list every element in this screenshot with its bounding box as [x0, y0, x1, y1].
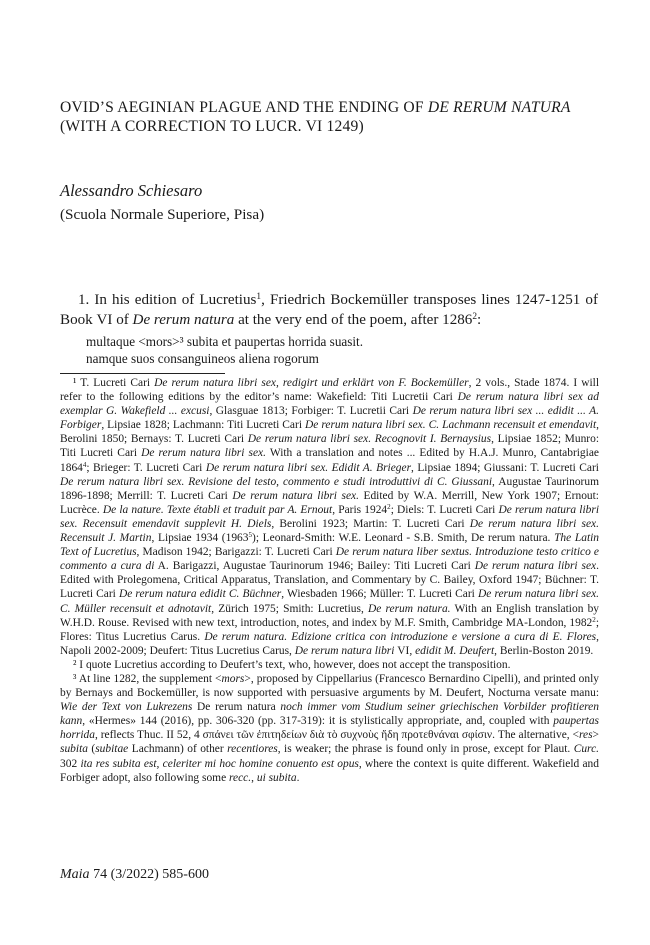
footnote-ref-2: 2	[472, 311, 478, 322]
footnote-text-run: -London, 1982	[524, 616, 593, 629]
footnote-text-run: , reflects Thuc.	[94, 729, 167, 742]
footnote-italic-run: The Latin Text of Lucretius	[60, 532, 600, 559]
footnote-1	[60, 376, 599, 658]
footnote-italic-run: De rerum natura edidit C. Büchner	[118, 588, 282, 601]
footnote-italic-run: subitae	[95, 743, 129, 756]
footnote-italic-run: recc.	[229, 771, 252, 784]
footnote-superscript: 2	[592, 615, 596, 624]
journal-citation: Maia 74 (3/2022) 585-600	[60, 867, 209, 882]
footnote-italic-run: noch immer vom Studium seiner griechischen Vorbilder profitieren kann	[60, 701, 599, 728]
footnote-text-run: De rerum natura	[192, 701, 281, 714]
footnote-2	[60, 658, 599, 672]
footnote-smallcaps-run: II	[166, 729, 174, 742]
footnote-text-run: , Lipsiae 1894; Giussani: T. Lucreti Cari	[411, 461, 599, 474]
footnote-text-run: ² I quote Lucretius according to Deufert’s text, who, however, does not accept the transposition.	[73, 658, 511, 671]
footnote-text-run: . Edited with Prolegomena, Critical Apparatus, Translation, and Commentary by C. Bailey, Oxford 1947; Büchner: T. Lucreti Cari	[60, 560, 599, 601]
footnote-italic-run: , edidit M. Deufert	[409, 644, 495, 657]
article-title: OVID’S AEGINIAN PLAGUE AND THE ENDING OF DE RERUM NATURA (WITH A CORRECTION TO LUCR. VI 1249)	[60, 99, 571, 135]
footnote-text-run: 302	[60, 757, 81, 770]
footnote-italic-run: mors	[221, 672, 245, 685]
footnote-italic-run: ita res subita est, celeriter mi hoc homine conuento est opus	[80, 757, 359, 770]
footnote-text-run: Lachmann) of other	[128, 743, 228, 756]
footnote-italic-run: De rerum natura libri sex.	[141, 447, 266, 460]
author-name: Alessandro Schiesaro	[60, 181, 203, 200]
footnote-text-run: , «Hermes» 144 (2016), pp. 306-320 (pp. 317-319): it is stylistically appropriate, and, coupled with	[82, 715, 554, 728]
footnote-italic-run: subita	[60, 743, 88, 756]
footnote-italic-run: De rerum natura.	[367, 602, 451, 615]
footnote-text-run: , Zürich 1975; Smith: Lucretius,	[211, 602, 368, 615]
footnote-italic-run: De la nature. Texte établi et traduit par A. Ernout	[102, 503, 333, 516]
footnote-italic-run: De rerum natura libri sex	[474, 560, 597, 573]
body-paragraph: 1. In his edition of Lucretius$^1$, Friedrich Bockemüller transposes lines 1247-1251 of Book VI of De rerum natura at the very end of the poem, after 1286$^2$:	[60, 291, 598, 328]
footnote-italic-run: De rerum natura libri sex. Revisione del testo, commento e studi introduttivi di C. Giussani	[60, 475, 493, 488]
footnote-text-run: With an English translation by W.H.D. Rouse. Revised with new text, introduction, notes, and index by M.F. Smith, Cambridge	[60, 602, 600, 629]
footnote-italic-run: recentiores	[227, 743, 278, 756]
footnote-text-run: , Glasguae 1813; Forbiger: T. Lucretii Cari	[209, 405, 413, 418]
footnote-italic-run: res	[578, 729, 593, 742]
footnote-italic-run: De rerum natura libri sex. C. Lachmann recensuit et emendavit	[305, 419, 597, 432]
footnote-italic-run: Curc.	[573, 743, 600, 756]
footnote-italic-run: ui subita	[256, 771, 297, 784]
footnote-text-run: , Berolini 1923; Martin: T. Lucreti Cari	[271, 517, 470, 530]
footnote-text-run: A. Barigazzi, Augustae Taurinorum 1946; Bailey: Titi Lucreti Cari	[154, 560, 475, 573]
footnote-text-run: ³ At line 1282, the supplement <	[73, 672, 222, 685]
footnote-text-run: (	[87, 743, 96, 756]
footnote-superscript: 2	[387, 502, 391, 511]
footnote-italic-run: paupertas horrida	[60, 715, 599, 742]
footnote-text-run: , Wiesbaden 1966; Müller: T. Lucreti Cari	[281, 588, 478, 601]
footnote-italic-run: De rerum natura libri sex. Recognovit I. Bernaysius	[247, 433, 492, 446]
footnote-ref-1: 1	[256, 291, 262, 302]
footnote-3	[60, 672, 599, 785]
author-affiliation: (Scuola Normale Superiore, Pisa)	[60, 206, 265, 223]
footnote-text-run: ; Brieger: T. Lucreti Cari	[86, 461, 206, 474]
footnote-text-run: ; Flores: Titus Lucretius Carus.	[60, 616, 599, 643]
footnote-text-run: , 2 vols., Stade 1874. I will refer to the following editions by the editor’s name: Wakefield: Titi Lucretii Cari	[60, 377, 599, 404]
footnote-text-run: 52, 4 σπάνει τῶν ἐπιτηδείων διὰ τὸ συχνοὺς ἤδη προτεθνάναι σφίσιν. The alternative, <	[173, 729, 579, 742]
footnote-text-run: , Napoli 2002-2009; Deufert: Titus Lucretius Carus,	[60, 630, 599, 657]
footnote-italic-run: De rerum natura libri	[294, 644, 398, 657]
footnote-text-run: With a translation and notes ... Edited by H.A.J. Munro, Cantabrigiae 1864	[60, 447, 599, 474]
footnote-italic-run: De rerum natura liber sextus. Introduzione testo critico e commento a cura di	[60, 546, 599, 573]
quote-line-2: namque suos consanguineos aliena rogorum	[86, 351, 319, 366]
footnote-italic-run: De rerum natura libri sex, redigirt und erklärt von F. Bockemüller	[154, 377, 469, 389]
footnote-text-run: >	[592, 729, 599, 742]
footnote-italic-run: De rerum natura libri sex. Recensuit J. Martin	[60, 517, 599, 545]
footnote-italic-run: Wie der Text von Lukrezens	[60, 701, 193, 714]
footnote-text-run: ; Diels: T. Lucreti Cari	[390, 503, 499, 516]
footnote-smallcaps-run: VI	[397, 644, 410, 657]
footnote-italic-run: De rerum natura libri sex. Edidit A. Brieger	[205, 461, 412, 474]
footnote-text-run: , Paris 1924	[332, 503, 388, 516]
footnote-text-run: , Lipsiae 1852; Munro: Titi Lucreti Cari	[60, 433, 599, 460]
footnote-italic-run: De rerum natura libri sex. Recensuit emendavit supplevit H. Diels	[60, 503, 600, 530]
footnote-superscript: 5	[248, 531, 253, 540]
footnote-text-run: , is weaker; the phrase is found only in prose, except for Plaut.	[277, 743, 574, 756]
footnote-text-run: Edited by W.A. Merrill, New York 1907; Ernout: Lucrèce.	[60, 489, 599, 516]
footnote-text-run: >, proposed by Cippellarius (Francesco Bernardino Cipelli), and printed only by Bernays and Bockemüller, is now supported with persuasive arguments by M. Deufert, Nocturna versate manu:	[60, 672, 599, 700]
footnote-text-run: , Berolini 1850; Bernays: T. Lucreti Cari	[60, 419, 600, 446]
footnote-italic-run: De rerum natura libri sex.	[232, 489, 359, 502]
footnote-text-run: , Madison 1942; Barigazzi: T. Lucreti Cari	[136, 546, 336, 559]
footnotes	[60, 376, 599, 785]
footnote-text-run: .	[296, 771, 300, 784]
quote-line-1: multaque <mors>³ subita et paupertas horrida suasit.	[86, 334, 364, 349]
footnote-text-run: , Berlin-Boston 2019.	[494, 644, 594, 657]
footnote-italic-run: De rerum natura libri sex. C. Müller recensuit et adnotavit	[60, 588, 600, 615]
footnote-italic-run: De rerum natura libri sex ... edidit ... A. Forbiger	[60, 405, 599, 432]
footnote-italic-run: De rerum natura libri sex ad exemplar G. Wakefield ... excusi	[60, 391, 599, 418]
footnote-text-run: ¹ T. Lucreti Cari	[73, 377, 155, 389]
footnote-text-run: , Augustae Taurinorum 1896-1898; Merrill: T. Lucreti Cari	[60, 475, 599, 502]
footnote-superscript: 4	[82, 460, 87, 469]
footnote-text-run: , Lipsiae 1934 (1963	[151, 532, 249, 545]
footnote-text-run: ,	[251, 771, 257, 784]
footnote-text-run: , Lipsiae 1828; Lachmann: Titi Lucreti Cari	[101, 419, 306, 432]
footnote-text-run: ); Leonard-Smith: W.E. Leonard - S.B. Smith, De rerum natura.	[252, 532, 555, 545]
footnote-text-run: , where the context is quite different. Wakefield and Forbiger adopt, also following some	[60, 757, 599, 784]
footnote-smallcaps-run: MA	[505, 616, 525, 629]
footnote-separator	[60, 373, 225, 374]
footnote-italic-run: De rerum natura. Edizione critica con introduzione e versione a cura di E. Flores	[204, 630, 597, 643]
